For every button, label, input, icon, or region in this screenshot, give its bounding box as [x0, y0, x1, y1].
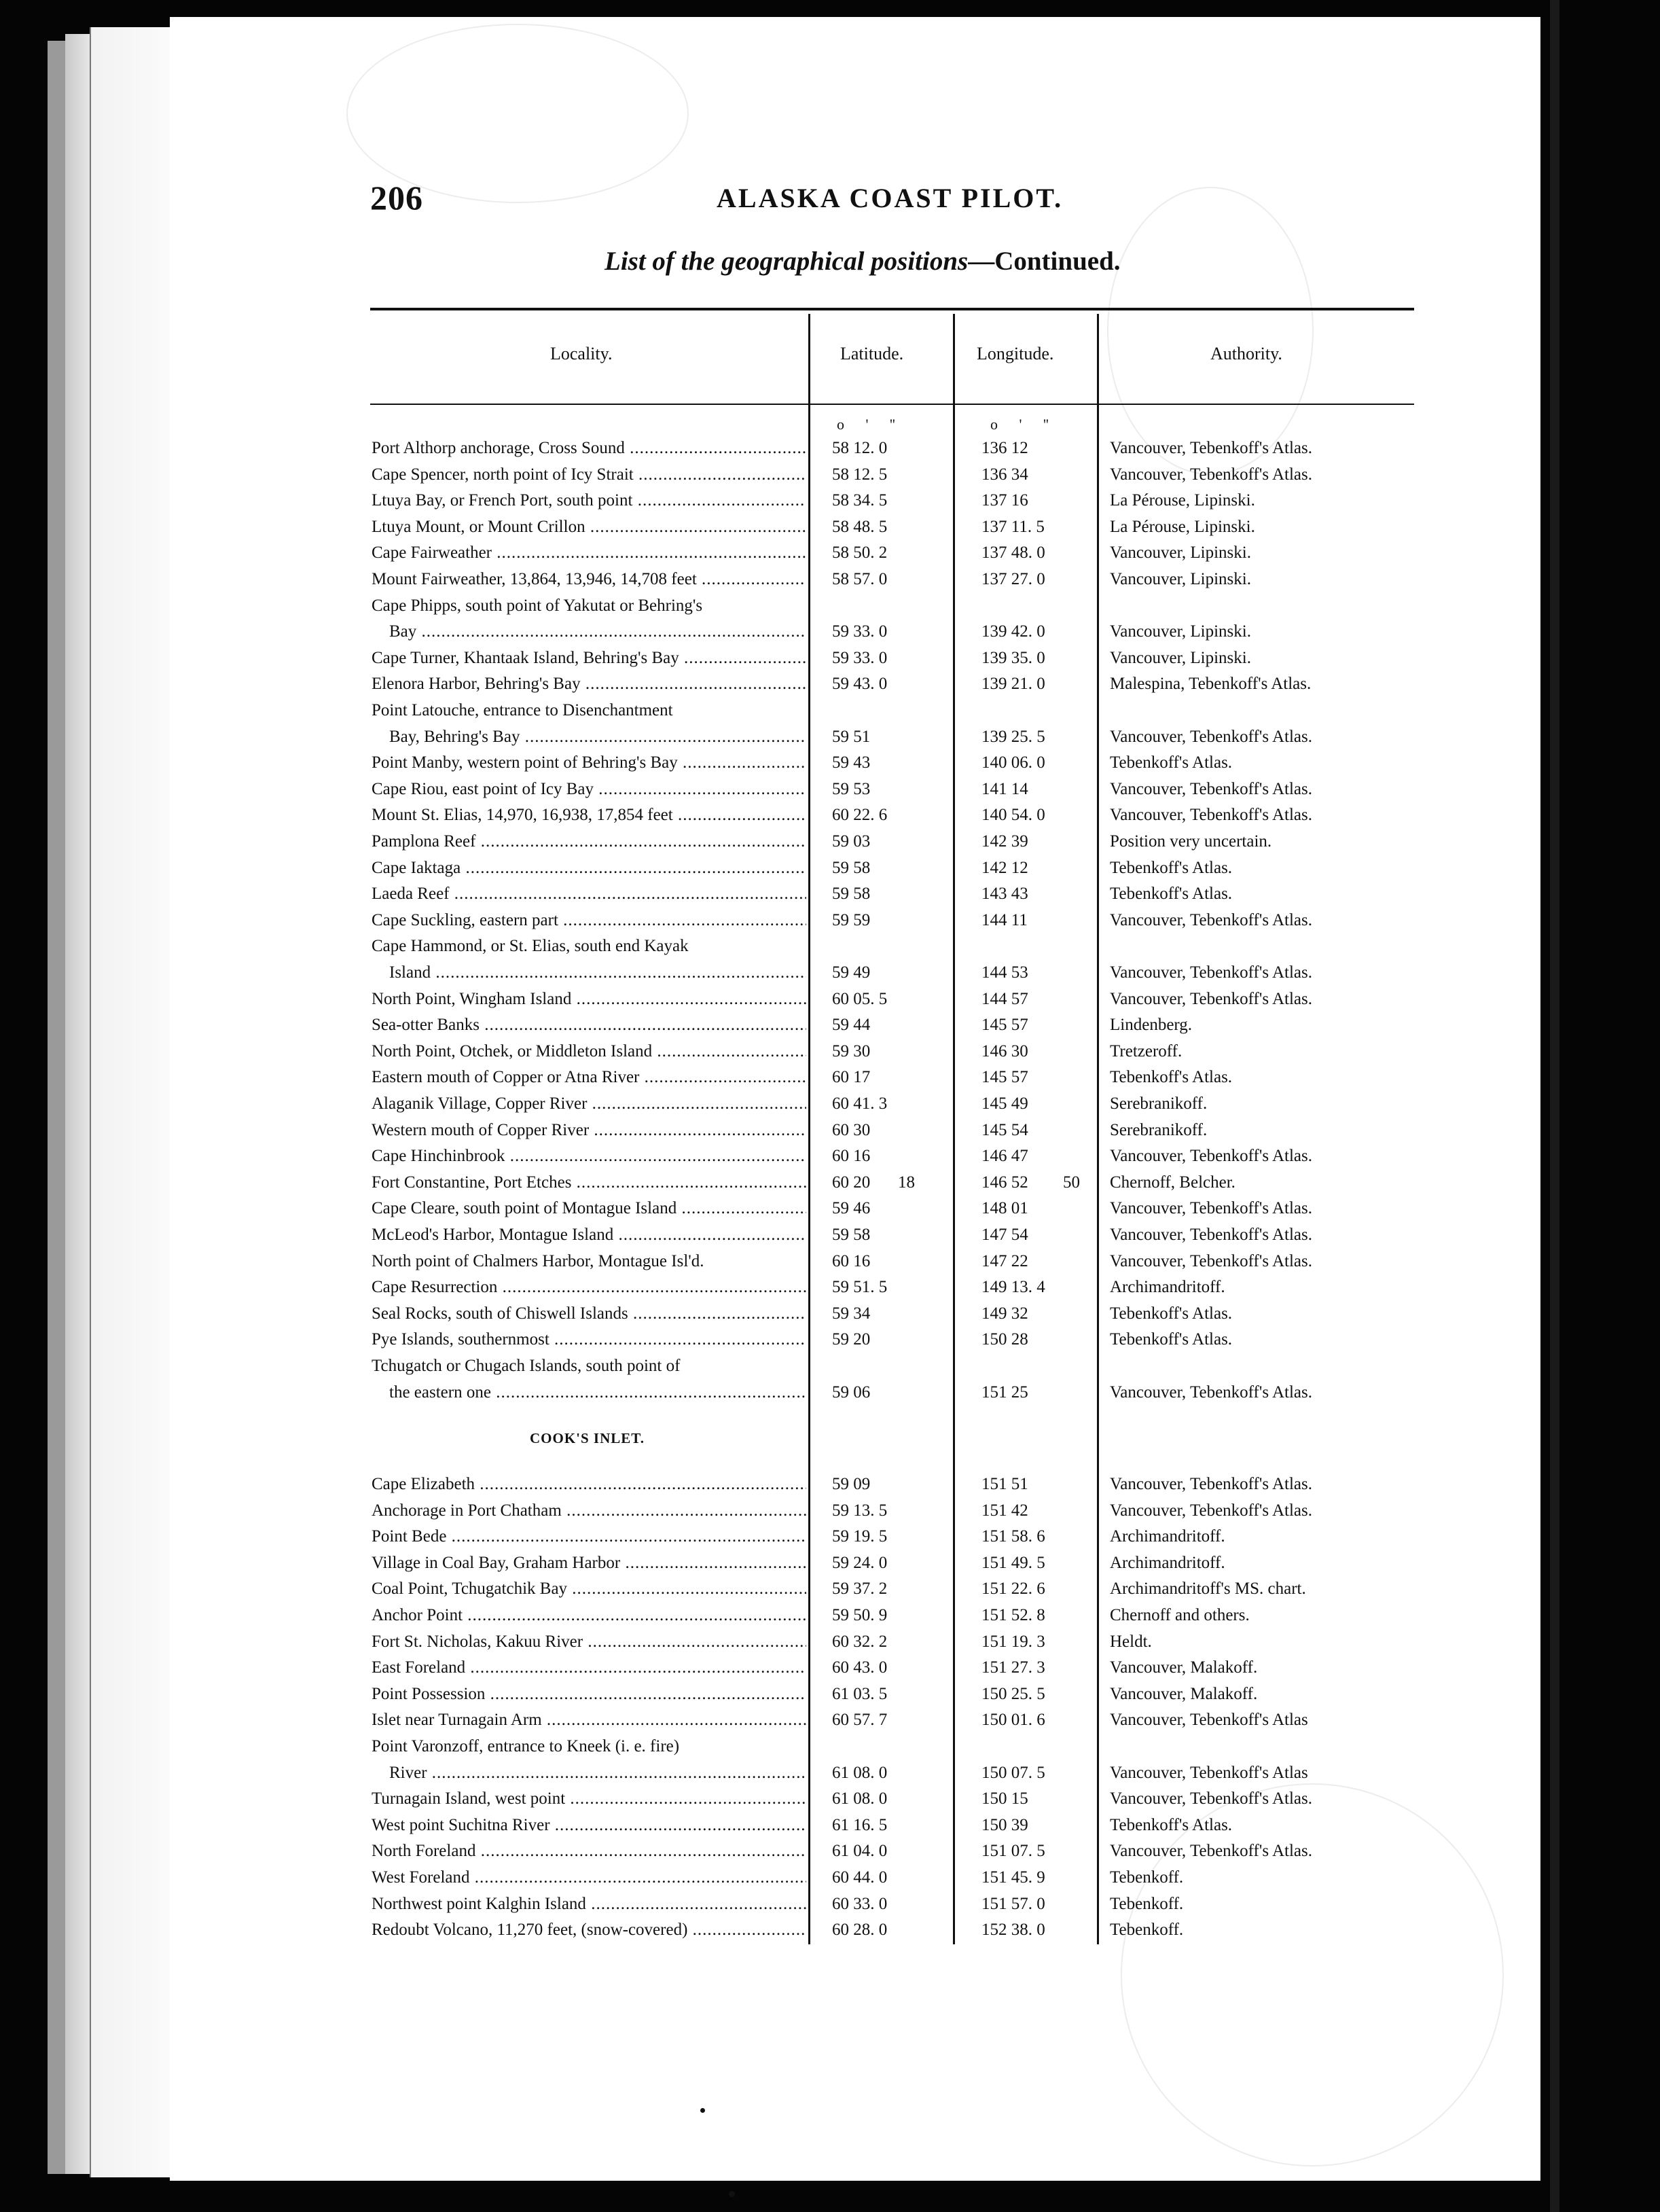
authority-cell: Vancouver, Tebenkoff's Atlas.	[1110, 910, 1312, 929]
latitude-cell: 61 16. 5	[832, 1815, 888, 1834]
locality-cell: Cape Turner, Khantaak Island, Behring's Bay .....	[372, 645, 806, 671]
locality-cell: Pamplona Reef .....	[372, 829, 806, 855]
authority-cell: Vancouver, Tebenkoff's Atlas.	[1110, 1842, 1312, 1861]
caption-continued: —Continued.	[968, 247, 1121, 276]
longitude-cell: 151 07. 5	[981, 1842, 1045, 1861]
authority-cell: Tebenkoff's Atlas.	[1110, 1304, 1233, 1323]
authority-cell: Vancouver, Tebenkoff's Atlas.	[1110, 727, 1312, 746]
latitude-cell: 61 04. 0	[832, 1842, 888, 1861]
running-head: ALASKA COAST PILOT.	[717, 183, 1064, 213]
longitude-cell: 147 54	[981, 1226, 1028, 1244]
latitude-cell: 58 57. 0	[832, 570, 888, 588]
latitude-cell: 59 43. 0	[832, 675, 888, 694]
longitude-cell: 151 25	[981, 1382, 1028, 1402]
latitude-cell: 60 32. 2	[832, 1632, 888, 1651]
authority-cell: Vancouver, Tebenkoff's Atlas.	[1110, 806, 1312, 825]
page-number: 206	[370, 179, 423, 217]
authority-cell: Vancouver, Lipinski.	[1110, 570, 1251, 588]
longitude-cell: 151 52. 8	[981, 1606, 1045, 1624]
latitude-cell: 59 51	[832, 727, 871, 746]
page-stack-edge	[48, 41, 65, 2174]
locality-cell: East Foreland .....	[372, 1655, 806, 1681]
authority-cell: Vancouver, Tebenkoff's Atlas.	[1110, 779, 1312, 798]
authority-cell: Tebenkoff's Atlas.	[1110, 753, 1233, 772]
latitude-cell: 59 53	[832, 779, 871, 798]
longitude-cell: 136 34	[981, 465, 1028, 484]
locality-cell: Anchorage in Port Chatham .....	[372, 1498, 806, 1524]
locality-cell: Cape Suckling, eastern part .....	[372, 908, 806, 933]
locality-cell: Turnagain Island, west point .....	[372, 1786, 806, 1812]
latitude-cell: 59 49	[832, 963, 871, 982]
authority-cell: Vancouver, Tebenkoff's Atlas.	[1110, 1382, 1312, 1402]
longitude-cell: 150 28	[981, 1330, 1028, 1349]
latitude-cell: 59 44	[832, 1016, 871, 1035]
locality-cell: the eastern one .....	[389, 1380, 806, 1406]
latitude-cell: 59 34	[832, 1304, 871, 1323]
authority-cell: Malespina, Tebenkoff's Atlas.	[1110, 675, 1312, 694]
longitude-cell: 137 11. 5	[981, 517, 1045, 536]
authority-cell: Tebenkoff.	[1110, 1868, 1184, 1887]
longitude-cell: 149 13. 4	[981, 1278, 1045, 1297]
locality-cell: Anchor Point .....	[372, 1603, 806, 1628]
page-gutter	[90, 27, 173, 2177]
longitude-cell: 144 53	[981, 963, 1028, 982]
authority-cell: Serebranikoff.	[1110, 1120, 1208, 1139]
longitude-cell: 144 57	[981, 989, 1028, 1008]
latitude-cell: 59 24. 0	[832, 1553, 888, 1572]
longitude-cell: 145 54	[981, 1120, 1028, 1139]
longitude-cell: 142 39	[981, 832, 1028, 851]
longitude-cell: 150 25. 5	[981, 1684, 1045, 1703]
latitude-cell: 60 22. 6	[832, 806, 888, 825]
authority-cell: Vancouver, Tebenkoff's Atlas.	[1110, 1251, 1312, 1270]
latitude-cell: 59 03	[832, 832, 871, 851]
authority-cell: Vancouver, Lipinski.	[1110, 622, 1251, 641]
locality-cell: Fort St. Nicholas, Kakuu River .....	[372, 1629, 806, 1655]
authority-cell: Vancouver, Malakoff.	[1110, 1684, 1258, 1703]
longitude-cell: 137 48. 0	[981, 543, 1045, 563]
locality-cell: Mount Fairweather, 13,864, 13,946, 14,708 feet .....	[372, 567, 806, 592]
locality-cell: Laeda Reef .....	[372, 881, 806, 907]
locality-cell: Point Varonzoff, entrance to Kneek (i. e. fire)	[372, 1737, 680, 1755]
authority-cell: Heldt.	[1110, 1632, 1152, 1651]
locality-cell: Sea-otter Banks .....	[372, 1012, 806, 1038]
authority-cell: Vancouver, Malakoff.	[1110, 1658, 1258, 1677]
scan-scratch	[1107, 187, 1314, 475]
locality-cell: McLeod's Harbor, Montague Island .....	[372, 1222, 806, 1248]
longitude-cell: 144 11	[981, 910, 1028, 929]
locality-cell: Fort Constantine, Port Etches .....	[372, 1170, 806, 1196]
longitude-cell: 139 35. 0	[981, 648, 1045, 667]
authority-cell: Serebranikoff.	[1110, 1094, 1208, 1113]
latitude-cell: 59 19. 5	[832, 1527, 888, 1546]
longitude-cell: 150 39	[981, 1815, 1028, 1834]
longitude-cell: 145 49	[981, 1094, 1028, 1113]
locality-cell: West point Suchitna River .....	[372, 1813, 806, 1838]
locality-cell: Seal Rocks, south of Chiswell Islands .....	[372, 1301, 806, 1327]
locality-cell: Point Manby, western point of Behring's Bay .....	[372, 750, 806, 776]
locality-cell: North Foreland .....	[372, 1838, 806, 1864]
latitude-cell: 58 48. 5	[832, 517, 888, 536]
latitude-cell: 60 16	[832, 1147, 871, 1166]
locality-cell: Point Latouche, entrance to Disenchantment	[372, 701, 673, 719]
locality-cell: Bay, Behring's Bay .....	[389, 724, 806, 750]
longitude-cell: 146 30	[981, 1041, 1028, 1060]
locality-cell: Redoubt Volcano, 11,270 feet, (snow-covered) .....	[372, 1917, 806, 1943]
longitude-cell: 137 27. 0	[981, 570, 1045, 588]
authority-cell: Vancouver, Tebenkoff's Atlas	[1110, 1711, 1308, 1730]
locality-cell: Western mouth of Copper River .....	[372, 1118, 806, 1143]
latitude-cell: 58 12. 5	[832, 465, 888, 484]
longitude-cell: 139 42. 0	[981, 622, 1045, 641]
latitude-cell: 59 58	[832, 1226, 871, 1244]
locality-cell: Cape Fairweather .....	[372, 540, 806, 566]
page-stack-edge	[65, 34, 90, 2174]
locality-cell: Cape Cleare, south point of Montague Island .....	[372, 1196, 806, 1221]
authority-cell: Vancouver, Tebenkoff's Atlas.	[1110, 1147, 1312, 1166]
longitude-cell: 151 51	[981, 1475, 1028, 1493]
column-divider	[1097, 314, 1099, 1944]
longitude-cell: 150 07. 5	[981, 1763, 1045, 1782]
longitude-cell: 140 06. 0	[981, 753, 1045, 772]
locality-cell: Cape Iaktaga .....	[372, 855, 806, 881]
authority-cell: Tebenkoff.	[1110, 1894, 1184, 1913]
longitude-cell: 151 27. 3	[981, 1658, 1045, 1677]
scan-speck	[700, 2108, 705, 2113]
longitude-cell: 151 22. 6	[981, 1580, 1045, 1599]
longitude-cell: 145 57	[981, 1016, 1028, 1035]
table-top-rule	[370, 308, 1414, 310]
latitude-cell: 59 06	[832, 1382, 871, 1402]
authority-cell: Vancouver, Lipinski.	[1110, 648, 1251, 667]
authority-cell: Vancouver, Tebenkoff's Atlas	[1110, 1763, 1308, 1782]
locality-cell: West Foreland .....	[372, 1865, 806, 1891]
locality-cell: Elenora Harbor, Behring's Bay .....	[372, 671, 806, 697]
latitude-cell: 60 57. 7	[832, 1711, 888, 1730]
latitude-cell: 58 12. 0	[832, 439, 888, 457]
locality-cell: Ltuya Mount, or Mount Crillon .....	[372, 514, 806, 540]
latitude-cell: 59 37. 2	[832, 1580, 888, 1599]
authority-cell: Tebenkoff's Atlas.	[1110, 885, 1233, 904]
latitude-cell: 59 59	[832, 910, 871, 929]
locality-cell: Cape Hinchinbrook .....	[372, 1143, 806, 1169]
column-header-authority: Authority.	[1210, 344, 1282, 363]
latitude-cell: 60 44. 0	[832, 1868, 888, 1887]
authority-cell: Lindenberg.	[1110, 1016, 1193, 1035]
longitude-seconds-cell: 50	[1063, 1173, 1080, 1192]
authority-cell: Tebenkoff.	[1110, 1921, 1184, 1940]
latitude-cell: 60 17	[832, 1068, 871, 1087]
locality-cell: Village in Coal Bay, Graham Harbor .....	[372, 1550, 806, 1576]
locality-cell: River .....	[389, 1760, 806, 1786]
authority-cell: Vancouver, Tebenkoff's Atlas.	[1110, 1501, 1312, 1520]
authority-cell: Vancouver, Tebenkoff's Atlas.	[1110, 1789, 1312, 1808]
authority-cell: Tebenkoff's Atlas.	[1110, 858, 1233, 877]
longitude-cell: 150 01. 6	[981, 1711, 1045, 1730]
longitude-cell: 145 57	[981, 1068, 1028, 1087]
longitude-cell: 142 12	[981, 858, 1028, 877]
authority-cell: Archimandritoff.	[1110, 1278, 1225, 1297]
scan-speck	[729, 2191, 735, 2197]
authority-cell: Chernoff, Belcher.	[1110, 1173, 1235, 1192]
longitude-cell: 146 47	[981, 1147, 1028, 1166]
longitude-cell: 139 21. 0	[981, 675, 1045, 694]
locality-cell: Cape Spencer, north point of Icy Strait .....	[372, 462, 806, 488]
locality-cell: Islet near Turnagain Arm .....	[372, 1707, 806, 1733]
longitude-cell: 140 54. 0	[981, 806, 1045, 825]
locality-cell: Cape Hammond, or St. Elias, south end Kayak	[372, 937, 689, 956]
longitude-cell: 149 32	[981, 1304, 1028, 1323]
longitude-cell: 148 01	[981, 1199, 1028, 1218]
longitude-cell: 151 19. 3	[981, 1632, 1045, 1651]
authority-cell: Vancouver, Tebenkoff's Atlas.	[1110, 465, 1312, 484]
longitude-cell: 139 25. 5	[981, 727, 1045, 746]
latitude-cell: 60 30	[832, 1120, 871, 1139]
authority-cell: Vancouver, Tebenkoff's Atlas.	[1110, 1475, 1312, 1493]
authority-cell: Position very uncertain.	[1110, 832, 1272, 851]
latitude-cell: 61 03. 5	[832, 1684, 888, 1703]
authority-cell: Archimandritoff's MS. chart.	[1110, 1580, 1306, 1599]
latitude-cell: 59 13. 5	[832, 1501, 888, 1520]
locality-cell: Island .....	[389, 960, 806, 986]
locality-cell: Point Possession .....	[372, 1681, 806, 1707]
latitude-cell: 60 43. 0	[832, 1658, 888, 1677]
authority-cell: Tretzeroff.	[1110, 1041, 1183, 1060]
latitude-cell: 60 20	[832, 1173, 871, 1192]
authority-cell: Chernoff and others.	[1110, 1606, 1250, 1624]
longitude-cell: 151 49. 5	[981, 1553, 1045, 1572]
locality-cell: Cape Riou, east point of Icy Bay .....	[372, 777, 806, 802]
column-divider	[808, 314, 810, 1944]
locality-cell: Northwest point Kalghin Island .....	[372, 1891, 806, 1917]
latitude-cell: 58 34. 5	[832, 491, 888, 510]
latitude-cell: 59 33. 0	[832, 648, 888, 667]
longitude-cell: 151 42	[981, 1501, 1028, 1520]
latitude-cell: 61 08. 0	[832, 1789, 888, 1808]
authority-cell: Archimandritoff.	[1110, 1553, 1225, 1572]
longitude-cell: 147 22	[981, 1251, 1028, 1270]
longitude-cell: 141 14	[981, 779, 1028, 798]
latitude-cell: 59 09	[832, 1475, 871, 1493]
latitude-cell: 59 50. 9	[832, 1606, 888, 1624]
latitude-cell: 60 33. 0	[832, 1894, 888, 1913]
locality-cell: Cape Phipps, south point of Yakutat or Behring's	[372, 596, 703, 615]
authority-cell: La Pérouse, Lipinski.	[1110, 491, 1255, 510]
authority-cell: La Pérouse, Lipinski.	[1110, 517, 1255, 536]
latitude-cell: 59 58	[832, 858, 871, 877]
authority-cell: Vancouver, Tebenkoff's Atlas.	[1110, 1199, 1312, 1218]
latitude-cell: 59 43	[832, 753, 871, 772]
authority-cell: Archimandritoff.	[1110, 1527, 1225, 1546]
authority-cell: Vancouver, Tebenkoff's Atlas.	[1110, 989, 1312, 1008]
latitude-units: o ' ''	[837, 416, 895, 433]
latitude-cell: 59 46	[832, 1199, 871, 1218]
locality-cell: Ltuya Bay, or French Port, south point .....	[372, 488, 806, 514]
latitude-cell: 58 50. 2	[832, 543, 888, 563]
scan-scratch	[346, 24, 689, 203]
longitude-cell: 137 16	[981, 491, 1028, 510]
locality-cell: Bay .....	[389, 619, 806, 645]
column-header-latitude: Latitude.	[840, 344, 904, 363]
longitude-cell: 150 15	[981, 1789, 1028, 1808]
latitude-cell: 60 41. 3	[832, 1094, 888, 1113]
latitude-cell: 59 58	[832, 885, 871, 904]
latitude-cell: 60 28. 0	[832, 1921, 888, 1940]
locality-cell: Eastern mouth of Copper or Atna River .....	[372, 1065, 806, 1090]
authority-cell: Vancouver, Tebenkoff's Atlas.	[1110, 439, 1312, 457]
locality-cell: Point Bede .....	[372, 1524, 806, 1550]
locality-cell: Mount St. Elias, 14,970, 16,938, 17,854 feet .....	[372, 802, 806, 828]
authority-cell: Vancouver, Lipinski.	[1110, 543, 1251, 563]
authority-cell: Tebenkoff's Atlas.	[1110, 1815, 1233, 1834]
column-divider	[953, 314, 955, 1944]
latitude-cell: 59 20	[832, 1330, 871, 1349]
authority-cell: Tebenkoff's Atlas.	[1110, 1068, 1233, 1087]
caption-italic: List of the geographical positions	[605, 247, 969, 276]
longitude-cell: 151 45. 9	[981, 1868, 1045, 1887]
locality-cell: Alaganik Village, Copper River .....	[372, 1091, 806, 1117]
authority-cell: Tebenkoff's Atlas.	[1110, 1330, 1233, 1349]
authority-cell: Vancouver, Tebenkoff's Atlas.	[1110, 1226, 1312, 1244]
latitude-cell: 60 16	[832, 1251, 871, 1270]
locality-cell: Coal Point, Tchugatchik Bay .....	[372, 1576, 806, 1602]
locality-cell: North Point, Otchek, or Middleton Island .....	[372, 1039, 806, 1065]
column-header-locality: Locality.	[550, 344, 613, 363]
column-header-longitude: Longitude.	[977, 344, 1054, 363]
longitude-cell: 152 38. 0	[981, 1921, 1045, 1940]
locality-cell: Tchugatch or Chugach Islands, south point of	[372, 1357, 681, 1375]
section-heading: COOK'S INLET.	[530, 1430, 645, 1446]
locality-cell: Port Althorp anchorage, Cross Sound .....	[372, 435, 806, 461]
latitude-cell: 59 30	[832, 1041, 871, 1060]
latitude-cell: 61 08. 0	[832, 1763, 888, 1782]
longitude-cell: 136 12	[981, 439, 1028, 457]
latitude-cell: 60 05. 5	[832, 989, 888, 1008]
locality-cell: North Point, Wingham Island .....	[372, 986, 806, 1012]
latitude-cell: 59 51. 5	[832, 1278, 888, 1297]
longitude-cell: 143 43	[981, 885, 1028, 904]
locality-cell: North point of Chalmers Harbor, Montague Isl'd.	[372, 1251, 704, 1270]
locality-cell: Cape Resurrection .....	[372, 1274, 806, 1300]
longitude-cell: 151 57. 0	[981, 1894, 1045, 1913]
scan-border-line	[1550, 0, 1559, 2212]
locality-cell: Cape Elizabeth .....	[372, 1471, 806, 1497]
longitude-cell: 151 58. 6	[981, 1527, 1045, 1546]
latitude-seconds-cell: 18	[898, 1173, 915, 1192]
header-rule	[370, 404, 1414, 405]
locality-cell: Pye Islands, southernmost .....	[372, 1327, 806, 1353]
latitude-cell: 59 33. 0	[832, 622, 888, 641]
table-caption	[605, 246, 1121, 276]
longitude-units: o ' ''	[990, 416, 1049, 433]
longitude-cell: 146 52	[981, 1173, 1028, 1192]
authority-cell: Vancouver, Tebenkoff's Atlas.	[1110, 963, 1312, 982]
